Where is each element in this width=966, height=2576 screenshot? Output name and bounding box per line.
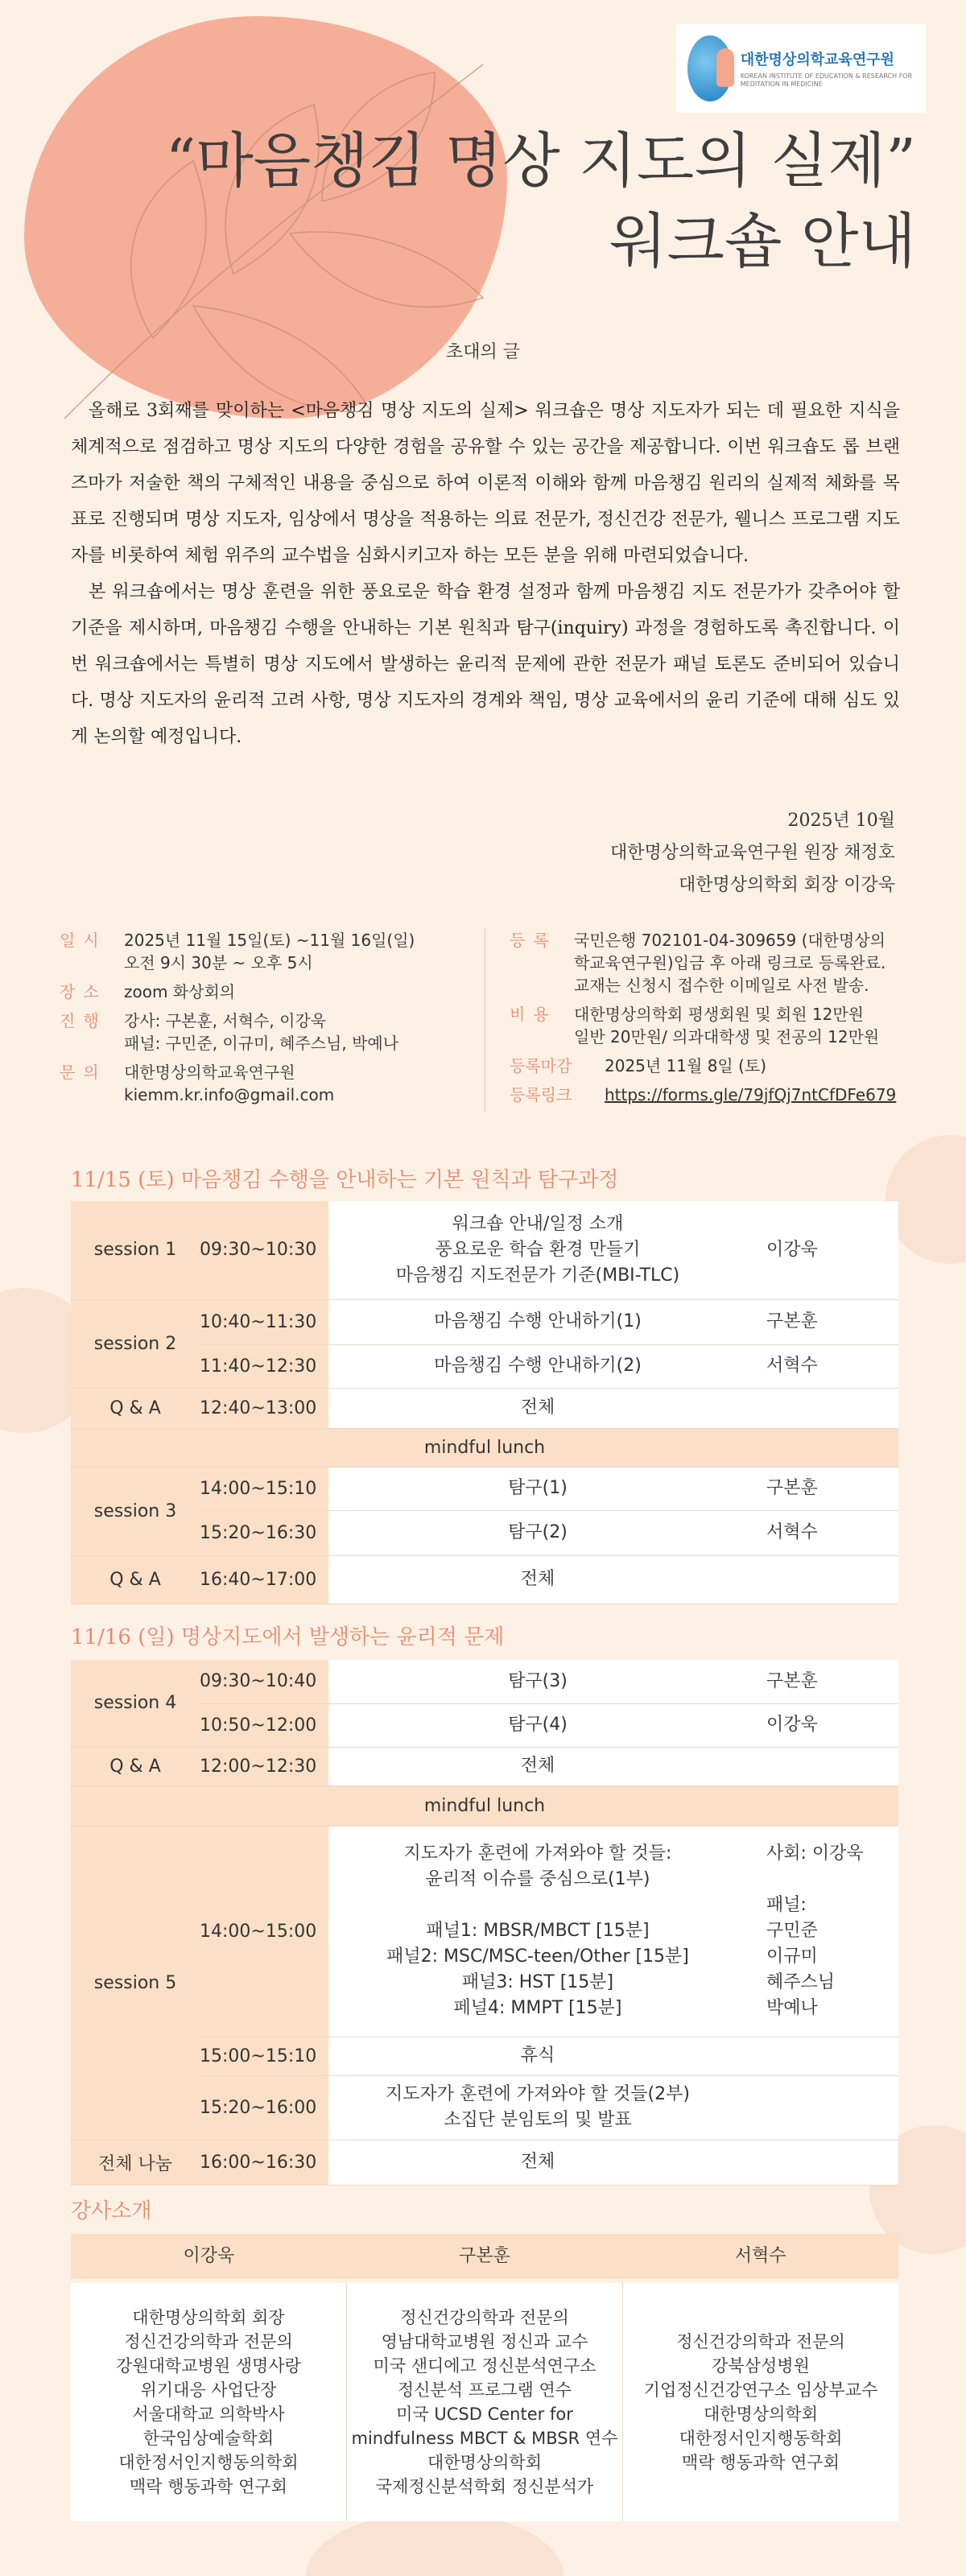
session-content xyxy=(328,1826,747,2037)
logo-name-ko: 대한명상의학교육연구원 xyxy=(740,52,895,68)
moderator: 사회: 이강욱 xyxy=(766,1843,864,1864)
session-content: 탐구(1) xyxy=(328,1467,747,1510)
session-name: 전체 나눔 xyxy=(71,2140,200,2185)
date-line-1: 2025년 11월 15일(토) ~11월 16일(일) xyxy=(124,931,415,950)
session-content: 휴식 xyxy=(328,2037,898,2075)
contact-line-1: 대한명상의학교육연구원 xyxy=(124,1063,295,1082)
session-time: 09:30~10:40 xyxy=(200,1660,328,1703)
day1-title: 11/15 (토) 마음챙김 수행을 안내하는 기본 원칙과 탐구과정 xyxy=(71,1168,619,1192)
session-content: 탐구(4) xyxy=(328,1703,747,1747)
decorative-circle xyxy=(306,2512,564,2576)
session-time: 11:40~12:30 xyxy=(200,1344,328,1388)
session-content: 탐구(2) xyxy=(328,1510,747,1555)
panel-line: 패널1: MBSR/MBCT [15분] xyxy=(426,1921,650,1941)
session-name: session 5 xyxy=(71,1826,200,2140)
bio-line: 대한명상의학회 xyxy=(703,2405,818,2424)
panelist: 박예나 xyxy=(766,1998,818,2018)
session-name: session 1 xyxy=(71,1201,200,1299)
title-line-1: “마음챙김 명상 지도의 실제” xyxy=(165,126,916,196)
content-line: 풍요로운 학습 환경 만들기 xyxy=(435,1239,641,1260)
logo-mark-icon xyxy=(687,35,733,101)
page-title xyxy=(165,121,916,282)
session-time: 15:20~16:30 xyxy=(200,1510,328,1555)
session-time: 15:00~15:10 xyxy=(200,2037,328,2075)
speaker-bio xyxy=(71,2283,347,2521)
table-row xyxy=(71,1428,898,1467)
session-speaker xyxy=(747,1826,898,2037)
bio-line: 강원대학교병원 생명사랑 xyxy=(116,2356,301,2376)
fee-line-1: 대한명상의학회 평생회원 및 회원 12만원 xyxy=(574,1005,864,1024)
speaker-name: 구본훈 xyxy=(459,2246,510,2266)
bio-line: 한국임상예술학회 xyxy=(142,2429,275,2448)
bio-line: 국제정신분석학회 정신분석가 xyxy=(375,2477,594,2496)
invitation-date: 2025년 10월 xyxy=(787,811,895,831)
bio-line: 대한명상의학회 xyxy=(427,2453,542,2472)
session-name: Q & A xyxy=(71,1747,200,1785)
registration-line-3: 교재는 신청시 접수한 이메일로 사전 발송. xyxy=(574,976,869,995)
lunch-row: mindful lunch xyxy=(71,1428,898,1467)
lunch-row: mindful lunch xyxy=(71,1785,898,1826)
invitation-paragraph: 본 워크숍에서는 명상 훈련을 위한 풍요로운 학습 환경 설정과 함께 마음챙김 지도 전문가가 갖추어야 할 기준을 제시하며, 마음챙김 수행을 안내하는 기본 원칙과 탐구(inquiry) 과정을 경험하도록 촉진합니다. 이번 워크숍에서는 특별히 명상 지도에서 발생하는 윤리적 문제에 관한 전문가 패널 토론도 준비되어 있습니다. 명상 지도자의 윤리적 고려 사항, 명상 지도자의 경계와 책임, 명상 교육에서의 윤리 기준에 대해 심도 있게 논의할 예정입니다. xyxy=(71,582,900,747)
session-content: 전체 xyxy=(328,1555,898,1604)
session-content: 마음챙김 수행 안내하기(2) xyxy=(328,1344,747,1388)
table-row xyxy=(71,1388,898,1428)
panel-label: 패널: xyxy=(766,1895,807,1915)
session-speaker: 구본훈 xyxy=(747,1660,898,1703)
session-name: session 4 xyxy=(71,1660,200,1747)
session-speaker: 서혁수 xyxy=(747,1510,898,1555)
title-line-2: 워크숍 안내 xyxy=(609,207,916,276)
session-speaker: 구본훈 xyxy=(747,1467,898,1510)
speakers-bios xyxy=(71,2283,898,2521)
registration-line-2: 학교육연구원)입금 후 아래 링크로 등록완료. xyxy=(574,953,886,972)
signer-2: 대한명상의학회 회장 이강욱 xyxy=(678,875,895,895)
table-row xyxy=(71,1747,898,1785)
bio-line: 대한정서인지행동학회 xyxy=(679,2429,843,2448)
content-line: 지도자가 훈련에 가져와야 할 것들(2부) xyxy=(386,2084,690,2104)
date-line-2: 오전 9시 30분 ~ 오후 5시 xyxy=(124,953,313,972)
speakers-header xyxy=(71,2234,898,2279)
session-content: 전체 xyxy=(328,1388,898,1428)
bio-line: 정신건강의학과 전문의 xyxy=(124,2332,293,2351)
bio-line: 대한정서인지행동의학회 xyxy=(118,2453,299,2472)
host-label: 진행 xyxy=(60,1011,107,1030)
session-name: session 2 xyxy=(71,1299,200,1388)
speaker-name: 서혁수 xyxy=(734,2246,786,2266)
content-line: 지도자가 훈련에 가져와야 할 것들: xyxy=(403,1843,672,1864)
table-row xyxy=(71,1201,898,1299)
session-content xyxy=(328,2075,898,2140)
session-content: 전체 xyxy=(328,1747,898,1785)
logo-name-en: KOREAN INSTITUTE OF EDUCATION & RESEARCH FOR MEDITATION IN MEDICINE xyxy=(740,72,913,88)
invitation-paragraph: 올해로 3회째를 맞이하는 <마음챙김 명상 지도의 실제> 워크숍은 명상 지도자가 되는 데 필요한 지식을 체계적으로 점검하고 명상 지도의 다양한 경험을 공유할 수 있는 공간을 제공합니다. 이번 워크숍도 롭 브랜즈마가 저술한 책의 구체적인 내용을 중심으로 하여 이론적 이해와 함께 마음챙김 원리의 실제적 체화를 목표로 진행되며 명상 지도자, 임상에서 명상을 적용하는 의료 전문가, 정신건강 전문가, 웰니스 프로그램 지도자를 비롯하여 체험 위주의 교수법을 심화시키고자 하는 모든 분을 위해 마련되었습니다. xyxy=(71,401,900,566)
session-time: 14:00~15:10 xyxy=(200,1467,328,1510)
info-left xyxy=(60,929,485,1113)
session-content: 탐구(3) xyxy=(328,1660,747,1703)
invitation-body xyxy=(71,393,900,755)
info-right xyxy=(485,929,910,1113)
deadline-label: 등록마감 xyxy=(510,1056,572,1075)
table-row xyxy=(71,1785,898,1826)
event-info xyxy=(60,929,910,1113)
bio-line: 위기대응 사업단장 xyxy=(140,2380,277,2400)
session-time: 15:20~16:00 xyxy=(200,2075,328,2140)
contact-label: 문의 xyxy=(60,1063,107,1082)
bio-line: 맥락 행동과학 연구회 xyxy=(130,2477,287,2496)
session-name: Q & A xyxy=(71,1388,200,1428)
invitation-heading: 초대의 글 xyxy=(445,342,520,362)
registration-link[interactable]: https://forms.gle/79jfQj7ntCfDFe679 xyxy=(605,1085,897,1104)
table-row xyxy=(71,1299,898,1344)
session-time: 12:40~13:00 xyxy=(200,1388,328,1428)
session-speaker: 이강욱 xyxy=(747,1201,898,1299)
signature-block xyxy=(610,805,895,902)
bio-line: 기업정신건강연구소 임상부교수 xyxy=(643,2380,878,2400)
speaker-bio xyxy=(347,2283,623,2521)
contact-email: kiemm.kr.info@gmail.com xyxy=(124,1085,335,1104)
session-time: 16:00~16:30 xyxy=(200,2140,328,2185)
speaker-bio xyxy=(623,2283,898,2521)
panelist: 혜주스님 xyxy=(766,1972,836,1992)
table-row xyxy=(71,1555,898,1604)
place-label: 장소 xyxy=(60,982,107,1001)
host-line-1: 강사: 구본훈, 서혁수, 이강욱 xyxy=(124,1011,327,1030)
bio-line: mindfulness MBCT & MBSR 연수 xyxy=(351,2429,618,2448)
link-label: 등록링크 xyxy=(510,1085,572,1104)
bio-line: 정신건강의학과 전문의 xyxy=(400,2308,569,2327)
deadline-value: 2025년 11월 8일 (토) xyxy=(605,1056,767,1075)
session-speaker: 이강욱 xyxy=(747,1703,898,1747)
bio-line: 정신건강의학과 전문의 xyxy=(676,2332,845,2351)
table-row xyxy=(71,1660,898,1703)
panel-line: 패널2: MSC/MSC-teen/Other [15분] xyxy=(386,1946,689,1967)
session-time: 14:00~15:00 xyxy=(200,1826,328,2037)
content-line: 소집단 분임토의 및 발표 xyxy=(444,2110,632,2130)
session-time: 10:50~12:00 xyxy=(200,1703,328,1747)
table-row xyxy=(71,2140,898,2185)
session-speaker: 구본훈 xyxy=(747,1299,898,1344)
bio-line: 서울대학교 의학박사 xyxy=(132,2405,285,2424)
fee-line-2: 일반 20만원/ 의과대학생 및 전공의 12만원 xyxy=(574,1027,880,1046)
session-time: 10:40~11:30 xyxy=(200,1299,328,1344)
bio-line: 대한명상의학회 회장 xyxy=(132,2308,285,2327)
date-label: 일시 xyxy=(60,931,107,950)
fee-label: 비용 xyxy=(510,1005,557,1024)
bio-line: 정신분석 프로그램 연수 xyxy=(397,2380,572,2400)
host-line-2: 패널: 구민준, 이규미, 혜주스님, 박예나 xyxy=(124,1034,399,1053)
session-name: Q & A xyxy=(71,1555,200,1604)
day2-schedule-table xyxy=(71,1660,898,2186)
bio-line: 영남대학교병원 정신과 교수 xyxy=(381,2332,588,2351)
panelist: 구민준 xyxy=(766,1921,818,1941)
speakers-title: 강사소개 xyxy=(71,2199,152,2223)
session-content: 전체 xyxy=(328,2140,898,2185)
speaker-name: 이강욱 xyxy=(183,2246,235,2266)
bio-line: 강북삼성병원 xyxy=(712,2356,810,2376)
bio-line: 맥락 행동과학 연구회 xyxy=(682,2453,840,2472)
session-time: 16:40~17:00 xyxy=(200,1555,328,1604)
bio-line: 미국 샌디에고 정신분석연구소 xyxy=(373,2356,597,2376)
place-value: zoom 화상회의 xyxy=(124,982,236,1001)
bio-line: 미국 UCSD Center for xyxy=(396,2405,573,2424)
registration-label: 등록 xyxy=(510,931,557,950)
panel-line: 패널3: HST [15분] xyxy=(461,1972,614,1992)
panelist: 이규미 xyxy=(766,1946,818,1967)
session-time: 12:00~12:30 xyxy=(200,1747,328,1785)
table-row xyxy=(71,1826,898,2037)
day2-title: 11/16 (일) 명상지도에서 발생하는 윤리적 문제 xyxy=(71,1625,505,1649)
content-line: 마음챙김 지도전문가 기준(MBI-TLC) xyxy=(395,1265,680,1286)
session-content: 마음챙김 수행 안내하기(1) xyxy=(328,1299,747,1344)
session-content xyxy=(328,1201,747,1299)
content-line: 워크숍 안내/일정 소개 xyxy=(452,1213,624,1234)
content-line: 윤리적 이슈를 중심으로(1부) xyxy=(425,1869,650,1889)
registration-line-1: 국민은행 702101-04-309659 (대한명상의 xyxy=(574,931,886,950)
session-time: 09:30~10:30 xyxy=(200,1201,328,1299)
day1-schedule-table xyxy=(71,1201,898,1604)
table-row xyxy=(71,1467,898,1510)
signer-1: 대한명상의학교육연구원 원장 채정호 xyxy=(609,843,895,863)
session-name: session 3 xyxy=(71,1467,200,1555)
panel-line: 페널4: MMPT [15분] xyxy=(453,1998,622,2018)
organization-logo xyxy=(676,24,926,113)
session-speaker: 서혁수 xyxy=(747,1344,898,1388)
